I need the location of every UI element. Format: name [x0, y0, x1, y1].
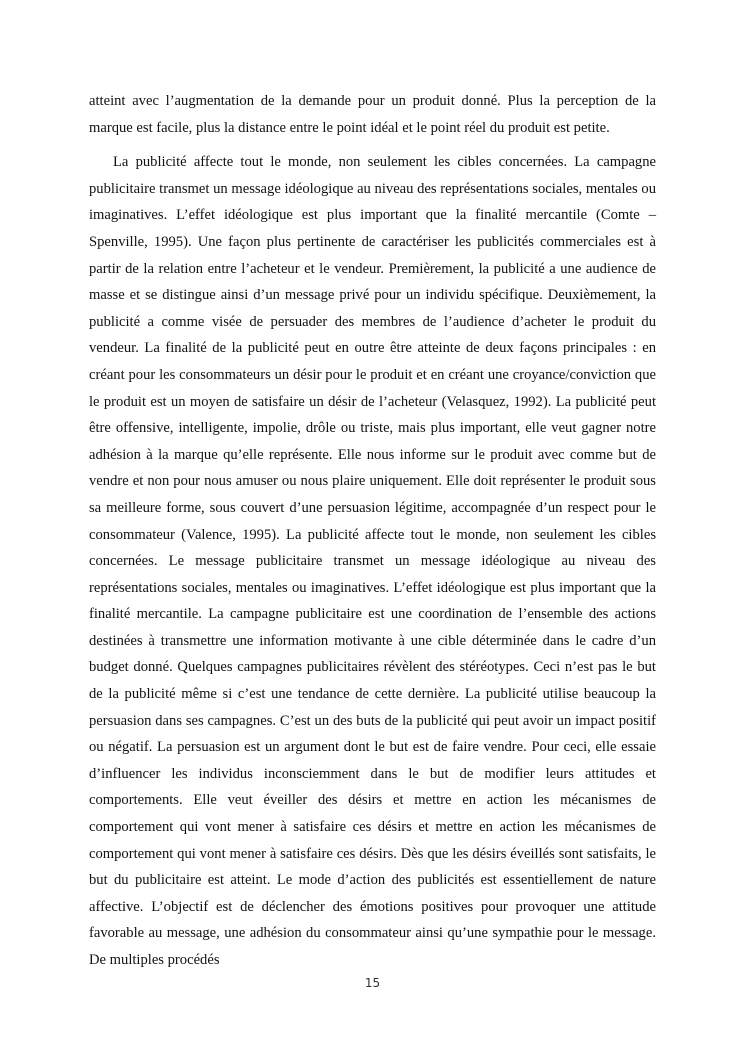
page-number: 15	[364, 976, 381, 990]
paragraph-continued: atteint avec l’augmentation de la demande pour un produit donné. Plus la perception de la marque est facile, plus la distance entre le point idéal et le point réel du produit est petite.	[89, 93, 656, 136]
document-body	[89, 88, 656, 974]
paragraph-main: La publicité affecte tout le monde, non seulement les cibles concernées. La campagne publicitaire transmet un message idéologique au niveau des représentations sociales, mentales ou imaginatives. L’effet idéologique est plus important que la finalité mercantile (Comte – Spenville, 1995). Une façon plus pertinente de caractériser les publicités commerciales est à partir de la relation entre l’acheteur et le vendeur. Premièrement, la publicité a une audience de masse et se distingue ainsi d’un message privé pour un individu spécifique. Deuxièmement, la publicité a comme visée de persuader des membres de l’audience d’acheter le produit du vendeur. La finalité de la publicité peut en outre être atteinte de deux façons principales : en créant pour les consommateurs un désir pour le produit et en créant une croyance/conviction que le produit est un moyen de satisfaire un désir de l’acheteur (Velasquez, 1992). La publicité peut être offensive, intelligente, impolie, drôle ou triste, mais plus important, elle veut gagner notre adhésion à la marque qu’elle représente. Elle nous informe sur le produit avec comme but de vendre et non pour nous amuser ou nous plaire uniquement. Elle doit représenter le produit sous sa meilleure forme, sous couvert d’une persuasion légitime, accompagnée d’un respect pour le consommateur (Valence, 1995). La publicité affecte tout le monde, non seulement les cibles concernées. Le message publicitaire transmet un message idéologique au niveau des représentations sociales, mentales ou imaginatives. L’effet idéologique est plus important que la finalité mercantile. La campagne publicitaire est une coordination de l’ensemble des actions destinées à transmettre une information motivante à une cible déterminée dans le cadre d’un budget donné. Quelques campagnes publicitaires révèlent des stéréotypes. Ceci n’est pas le but de la publicité même si c’est une tendance de cette dernière. La publicité utilise beaucoup la persuasion dans ses campagnes. C’est un des buts de la publicité qui peut avoir un impact positif ou négatif. La persuasion est un argument dont le but est de faire vendre. Pour ceci, elle essaie d’influencer les individus inconsciemment dans le but de modifier leurs attitudes et comportements. Elle veut éveiller des désirs et mettre en action les mécanismes de comportement qui vont mener à satisfaire ces désirs et mettre en action les mécanismes de comportement qui vont mener à satisfaire ces désirs. Dès que les désirs éveillés sont satisfaits, le but du publicitaire est atteint. Le mode d’action des publicités est essentiellement de nature affective. L’objectif est de déclencher des émotions positives pour provoquer une attitude favorable au message, une adhésion du consommateur ainsi qu’une sympathie pour le message. De multiples procédés	[89, 154, 656, 968]
